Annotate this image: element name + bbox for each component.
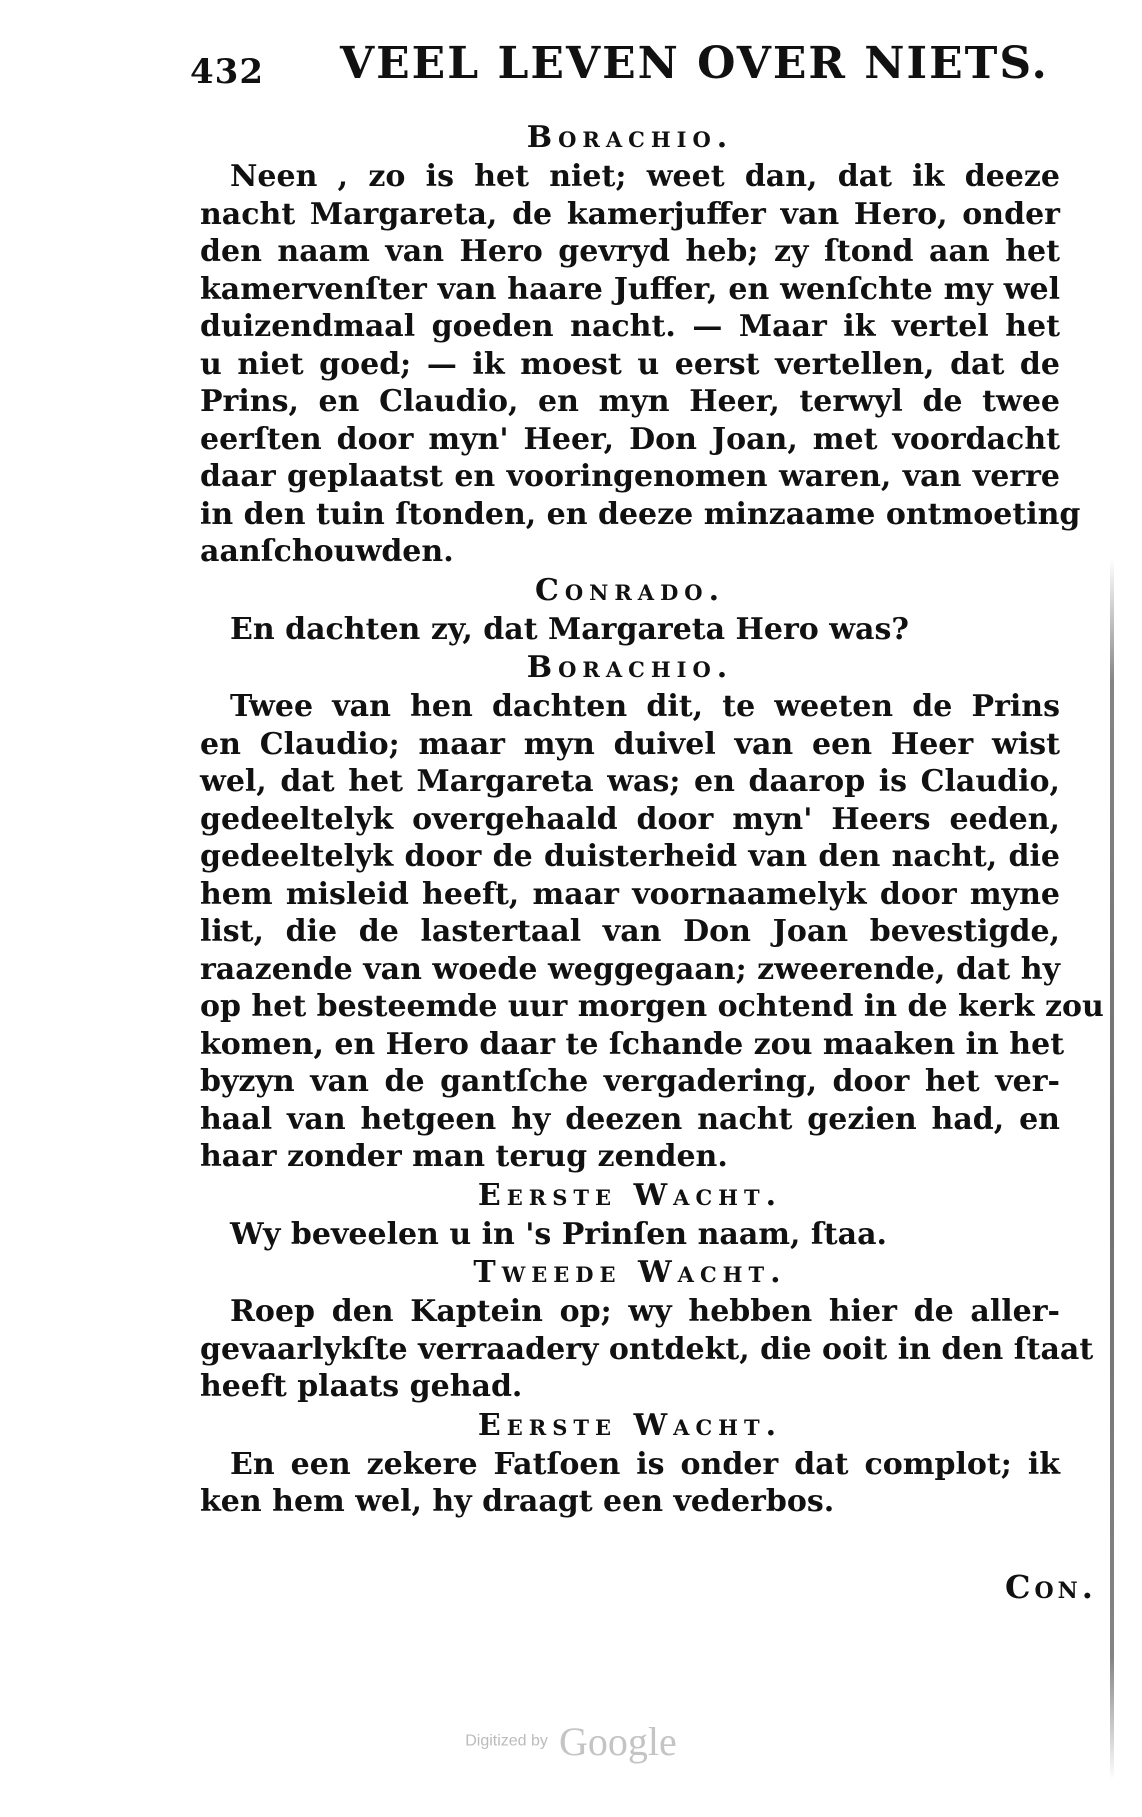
speaker-heading: Conrado. [534,572,726,608]
speech-line: Twee van hen dachten dit, te weeten de Prins [230,689,1060,724]
speech-block [200,611,1060,649]
speaker-heading: Borachio. [526,120,734,155]
catchword: Con. [1005,1568,1097,1606]
speech-line: kamervenſter van haare Juffer, en wenſchte my wel [200,271,1060,307]
speech-line: hem misleid heeft, maar voornaamelyk door myne [200,876,1060,912]
speech-line: daar geplaatst en vooringenomen waren, van verre [200,459,1060,494]
speech-line: aanſchouwden. [200,534,454,569]
speaker-heading: Eerste Wacht. [477,1407,783,1443]
speech-line: gevaarlykſte verraadery ontdekt, die ooit in den ſtaat [200,1331,1094,1367]
speech-line: byzyn van de gantſche vergadering, door het ver- [200,1064,1060,1099]
speech-line: duizendmaal goeden nacht. — Maar ik vertel het [200,309,1060,344]
speech-line: komen, en Hero daar te ſchande zou maaken in het [200,1026,1065,1062]
running-title: VEEL LEVEN OVER NIETS. [340,38,1049,89]
speech-line: raazende van woede weggegaan; zweerende, dat hy [200,951,1060,987]
page-number: 432 [190,52,264,92]
speech-line: wel, dat het Margareta was; en daarop is Claudio, [200,764,1060,799]
speech-block [200,1216,1060,1254]
speech-line: En een zekere Fatſoen is onder dat complot; ik [230,1446,1060,1482]
speech-line: gedeeltelyk overgehaald door myn' Heers eeden, [200,801,1060,837]
digitized-by-label: Digitized by [465,1732,548,1750]
speech-line: Roep den Kaptein op; wy hebben hier de aller- [230,1294,1060,1329]
speech-line: en Claudio; maar myn duivel van een Heer wist [200,726,1060,762]
speech-line: gedeeltelyk door de duisterheid van den nacht, die [200,839,1060,874]
speech-block [200,1293,1094,1406]
google-logo: Google [559,1719,677,1764]
speech-line: u niet goed; — ik moest u eerst vertellen, dat de [200,346,1060,382]
speech-block [200,688,1104,1176]
speech-line: in den tuin ſtonden, en deeze minzaame ontmoeting [200,496,1081,532]
speech-line: eerſten door myn' Heer, Don Joan, met voordacht [200,421,1060,457]
speech-line: Neen , zo is het niet; weet dan, dat ik deeze [230,159,1060,194]
speech-line: list, die de lastertaal van Don Joan bevestigde, [200,914,1060,949]
speech-block [200,158,1081,571]
speech-line: den naam van Hero gevryd heb; zy ſtond aan het [200,234,1060,269]
page-edge-shadow [1110,560,1114,1780]
speech-line: heeft plaats gehad. [200,1369,523,1404]
page-header [190,30,1049,100]
speech-line: ken hem wel, hy draagt een vederbos. [200,1484,835,1519]
speech-line: Prins, en Claudio, en myn Heer, terwyl de twee [200,384,1060,419]
digitized-watermark [0,1718,1142,1765]
speech-line: Wy beveelen u in 's Prinſen naam, ſtaa. [230,1216,887,1252]
speech-line: En dachten zy, dat Margareta Hero was? [230,611,909,647]
speech-line: op het besteemde uur morgen ochtend in de kerk zou [200,989,1104,1024]
speaker-heading: Borachio. [526,650,734,685]
speech-line: haal van hetgeen hy deezen nacht gezien had, en [200,1101,1060,1137]
play-text [200,118,1104,1521]
speech-line: haar zonder man terug zenden. [200,1139,728,1174]
speaker-heading: Tweede Wacht. [473,1255,787,1290]
speech-block [200,1446,1060,1521]
speaker-heading: Eerste Wacht. [477,1177,783,1213]
speech-line: nacht Margareta, de kamerjuffer van Hero, onder [200,196,1060,232]
